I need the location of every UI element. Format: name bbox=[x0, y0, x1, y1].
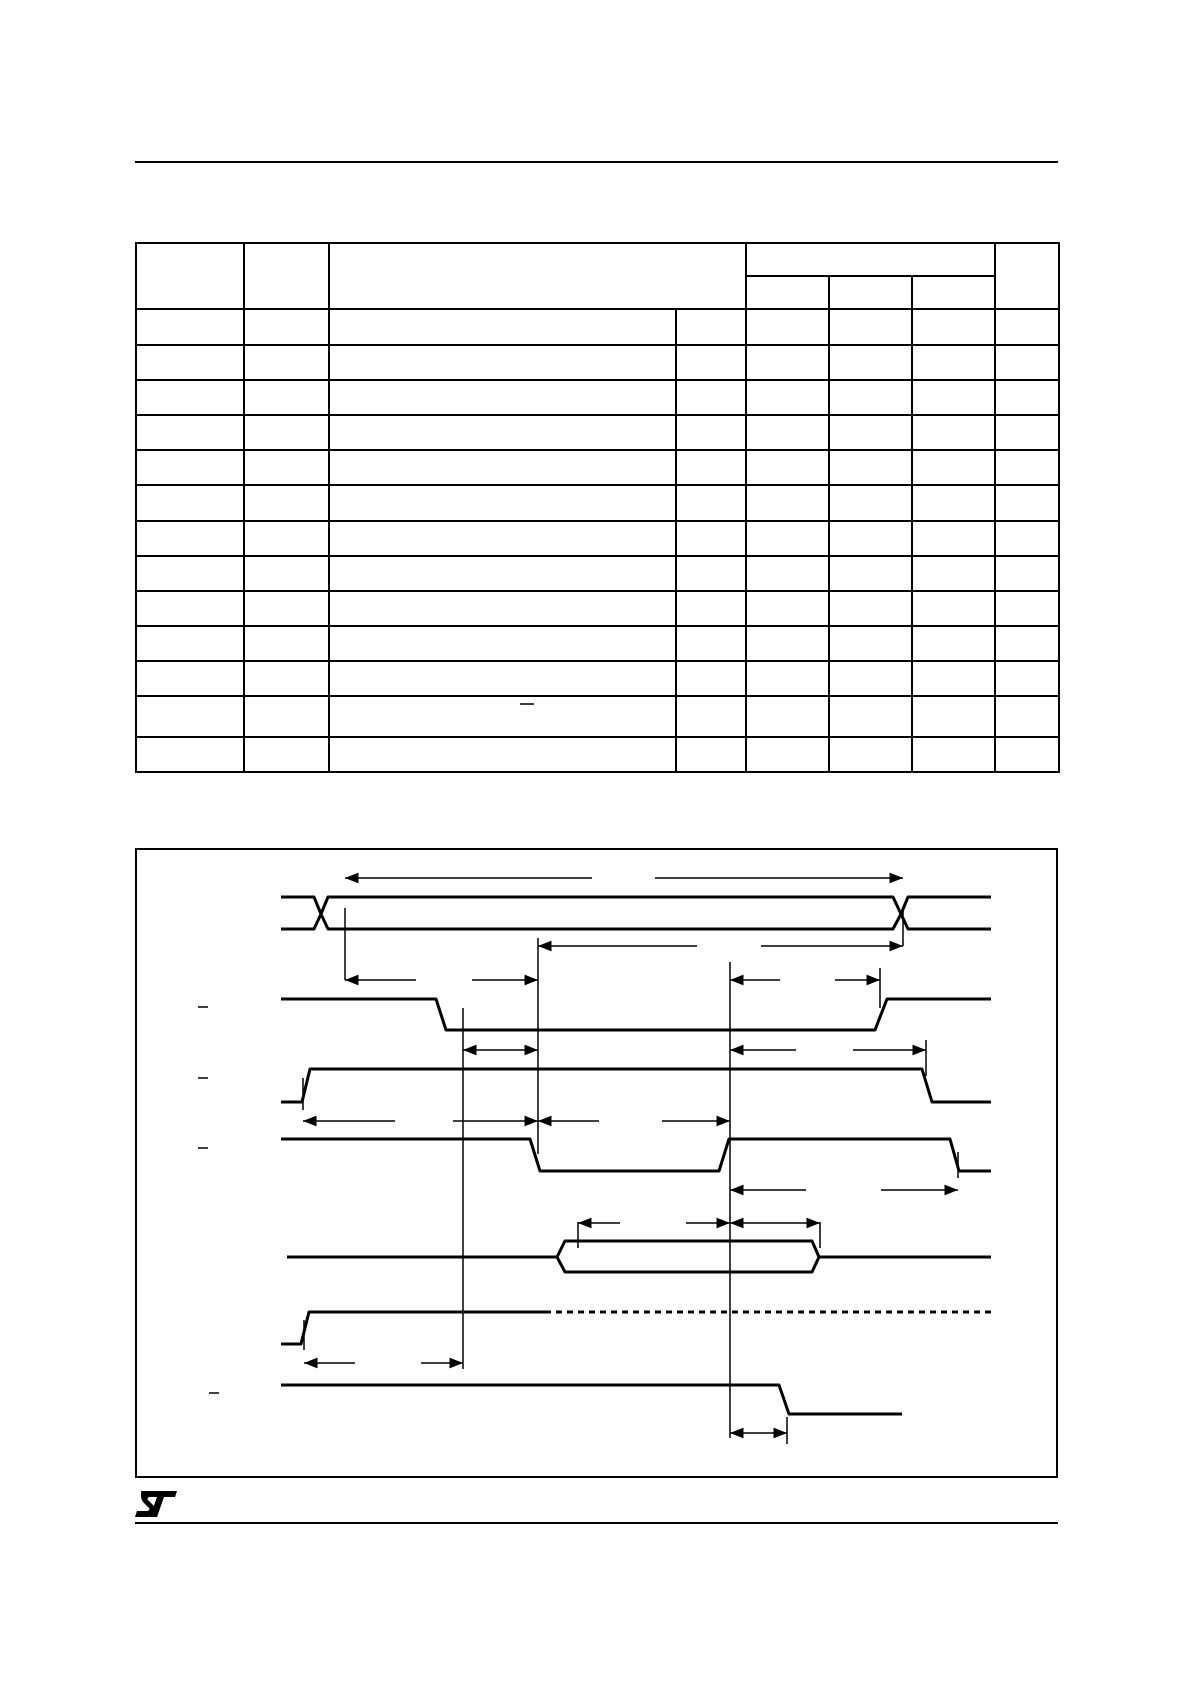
footer-rule bbox=[135, 1522, 1058, 1524]
header-cell-alt bbox=[244, 243, 329, 309]
header-cell-values bbox=[746, 243, 995, 276]
header-cell-symbol bbox=[136, 243, 244, 309]
st-logo-icon bbox=[133, 1488, 183, 1520]
table-row bbox=[136, 485, 1059, 520]
data-bus-waveform bbox=[287, 1241, 991, 1257]
header-cell-typ bbox=[829, 276, 912, 309]
table-row bbox=[136, 415, 1059, 450]
table-row bbox=[136, 556, 1059, 591]
signal-4-waveform bbox=[281, 1139, 991, 1171]
table-row bbox=[136, 626, 1059, 661]
timing-waveforms bbox=[137, 850, 1056, 1476]
signal-2-waveform bbox=[281, 999, 991, 1030]
table-row bbox=[136, 345, 1059, 380]
overbar-mark bbox=[518, 701, 538, 711]
table-row bbox=[136, 696, 1059, 736]
signal-6-waveform bbox=[281, 1312, 545, 1344]
table-row bbox=[136, 309, 1059, 344]
header-rule bbox=[135, 161, 1058, 163]
table-row bbox=[136, 521, 1059, 556]
table-row bbox=[136, 380, 1059, 415]
header-cell-parameter bbox=[329, 243, 746, 309]
table-row bbox=[136, 450, 1059, 485]
ac-characteristics-table bbox=[135, 242, 1060, 773]
table-row bbox=[136, 737, 1059, 772]
timing-diagram bbox=[135, 848, 1058, 1478]
header-cell-unit bbox=[995, 243, 1059, 309]
header-cell-min bbox=[746, 276, 829, 309]
signal-3-waveform bbox=[281, 1069, 991, 1102]
address-bus-waveform bbox=[281, 897, 991, 914]
signal-7-waveform bbox=[281, 1385, 902, 1414]
table-row bbox=[136, 591, 1059, 626]
header-cell-max bbox=[912, 276, 995, 309]
table-row bbox=[136, 661, 1059, 696]
table-header-row bbox=[136, 243, 1059, 276]
